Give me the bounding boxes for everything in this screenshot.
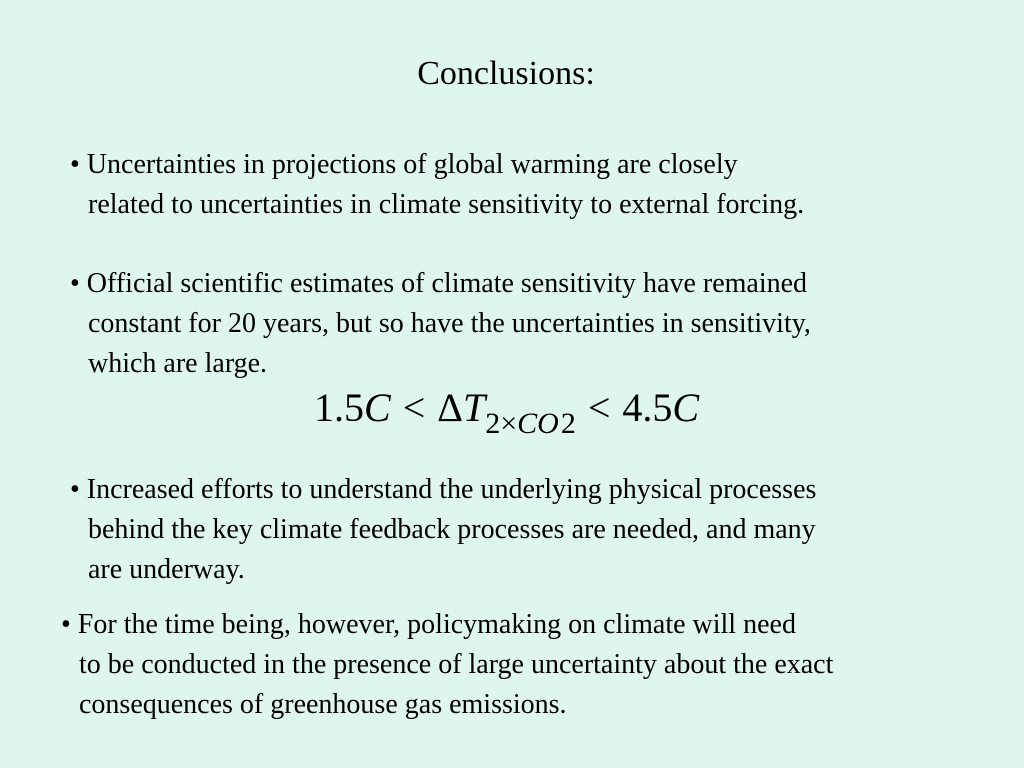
- bullet-line: • Official scientific estimates of climate sensitivity have remained: [70, 268, 808, 299]
- bullet-uncertainties: [70, 145, 804, 225]
- equation-delta: Δ: [437, 385, 463, 430]
- equation-subscript-species: CO: [517, 407, 559, 440]
- bullet-increased-efforts: [70, 470, 816, 590]
- bullet-line: • Increased efforts to understand the underlying physical processes: [70, 474, 817, 505]
- bullet-policymaking: [61, 605, 833, 725]
- bullet-line: consequences of greenhouse gas emissions.: [79, 689, 567, 720]
- slide-title: Conclusions:: [417, 55, 595, 92]
- equation-less-than: <: [402, 385, 426, 430]
- equation-less-than: <: [587, 385, 611, 430]
- bullet-official-estimates: [70, 264, 811, 384]
- bullet-line: are underway.: [88, 554, 245, 585]
- equation-lower-unit: C: [364, 385, 391, 430]
- equation-variable: T: [462, 385, 486, 430]
- equation-lower-value: 1.5: [314, 385, 364, 430]
- equation-upper-value: 4.5: [622, 385, 673, 430]
- bullet-line: related to uncertainties in climate sensitivity to external forcing.: [88, 189, 805, 220]
- bullet-line: which are large.: [88, 348, 268, 379]
- equation-subscript-index: 2: [560, 407, 576, 440]
- bullet-line: to be conducted in the presence of large uncertainty about the exact: [79, 649, 834, 680]
- bullet-line: constant for 20 years, but so have the uncertainties in sensitivity,: [88, 308, 811, 339]
- equation-upper-unit: C: [672, 385, 700, 430]
- bullet-line: • For the time being, however, policymaking on climate will need: [61, 609, 796, 640]
- bullet-line: • Uncertainties in projections of global warming are closely: [70, 149, 738, 180]
- bullet-line: behind the key climate feedback processes are needed, and many: [88, 514, 816, 545]
- equation-subscript-lead: 2×: [485, 407, 518, 440]
- climate-sensitivity-equation: [314, 382, 699, 438]
